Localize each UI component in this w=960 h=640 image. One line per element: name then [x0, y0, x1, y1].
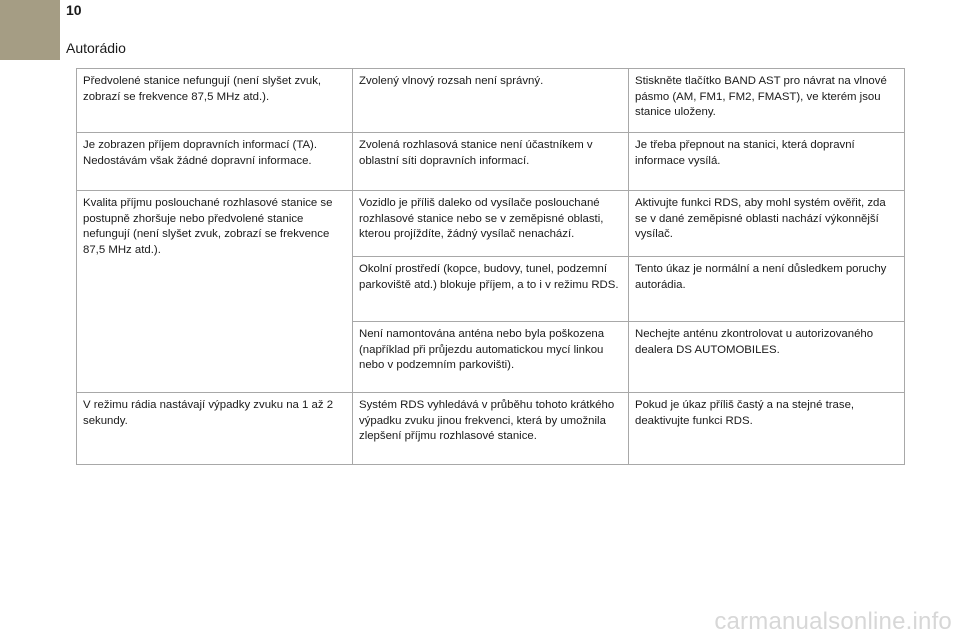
cause-cell: Není namontována anténa nebo byla poškozena (například při průjezdu automatickou mycí linkou nebo v podzemním parkovišti). [353, 322, 629, 393]
table-row [77, 393, 905, 465]
solution-cell: Tento úkaz je normální a není důsledkem poruchy autorádia. [629, 257, 905, 322]
problem-cell: Kvalita příjmu poslouchané rozhlasové stanice se postupně zhoršuje nebo předvolené stanice nefungují (není slyšet zvuk, zobrazí se frekvence 87,5 MHz atd.). [77, 191, 353, 393]
page-number: 10 [66, 2, 82, 18]
solution-cell: Aktivujte funkci RDS, aby mohl systém ověřit, zda se v dané zeměpisné oblasti nachází výkonnější vysílač. [629, 191, 905, 257]
chapter-color-tab [0, 0, 60, 60]
solution-cell: Je třeba přepnout na stanici, která dopravní informace vysílá. [629, 133, 905, 191]
problem-cell: V režimu rádia nastávají výpadky zvuku na 1 až 2 sekundy. [77, 393, 353, 465]
solution-cell: Nechejte anténu zkontrolovat u autorizovaného dealera DS AUTOMOBILES. [629, 322, 905, 393]
cause-cell: Vozidlo je příliš daleko od vysílače poslouchané rozhlasové stanice nebo se v zeměpisné oblasti, kterou projíždíte, žádný vysílač nenachází. [353, 191, 629, 257]
table-row [77, 191, 905, 257]
problem-cell: Předvolené stanice nefungují (není slyšet zvuk, zobrazí se frekvence 87,5 MHz atd.). [77, 69, 353, 133]
cause-cell: Systém RDS vyhledává v průběhu tohoto krátkého výpadku zvuku jinou frekvenci, která by umožnila zlepšení příjmu rozhlasové stanice. [353, 393, 629, 465]
watermark: carmanualsonline.info [714, 608, 952, 635]
cause-cell: Okolní prostředí (kopce, budovy, tunel, podzemní parkoviště atd.) blokuje příjem, a to i v režimu RDS. [353, 257, 629, 322]
troubleshooting-table [76, 68, 905, 465]
table-row [77, 133, 905, 191]
cause-cell: Zvolená rozhlasová stanice není účastníkem v oblastní síti dopravních informací. [353, 133, 629, 191]
solution-cell: Stiskněte tlačítko BAND AST pro návrat na vlnové pásmo (AM, FM1, FM2, FMAST), ve kterém jsou stanice uloženy. [629, 69, 905, 133]
section-title: Autorádio [66, 40, 126, 56]
problem-cell: Je zobrazen příjem dopravních informací (TA). Nedostávám však žádné dopravní informace. [77, 133, 353, 191]
solution-cell: Pokud je úkaz příliš častý a na stejné trase, deaktivujte funkci RDS. [629, 393, 905, 465]
table-row [77, 69, 905, 133]
cause-cell: Zvolený vlnový rozsah není správný. [353, 69, 629, 133]
